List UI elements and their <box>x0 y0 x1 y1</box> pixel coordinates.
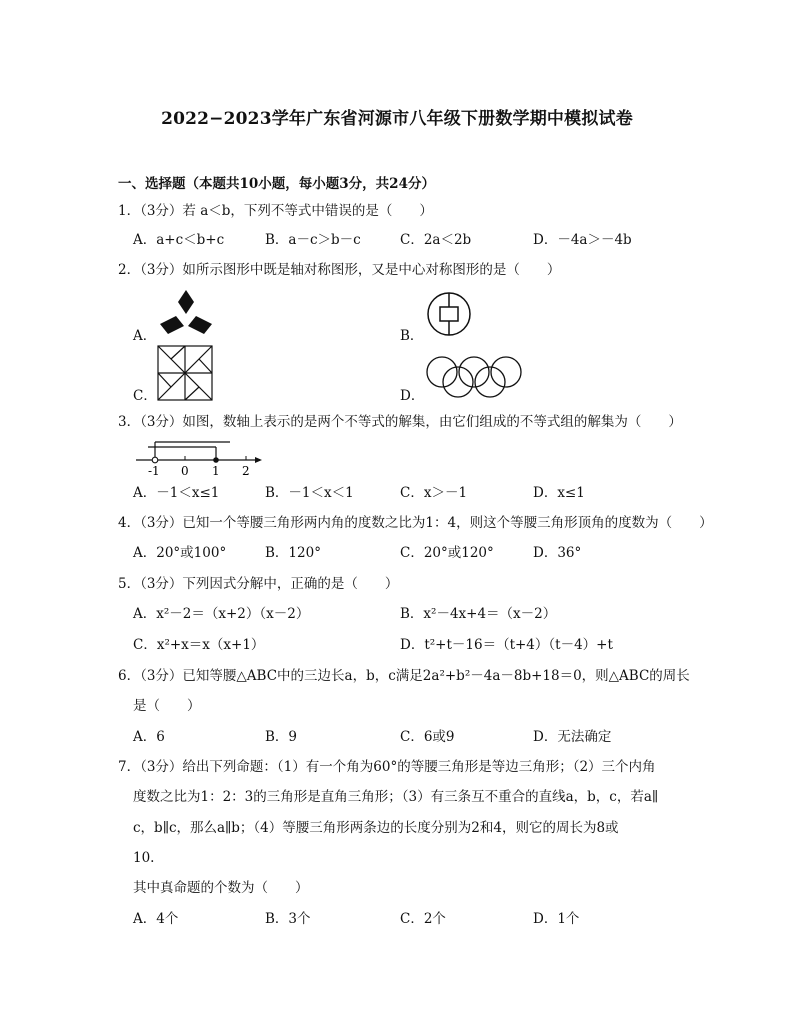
q2-option-b: B． <box>400 328 424 344</box>
q1-option-d: D．－4a＞－4b <box>533 232 632 248</box>
q7-option-b: B．3个 <box>265 911 311 927</box>
question-7-stem-line3: c，b∥c，那么a∥b；（4）等腰三角形两条边的长度分别为2和4，则它的周长为8或 <box>133 820 619 836</box>
question-7-stem-line4: 10. <box>133 850 155 866</box>
q6-option-c: C．6或9 <box>400 729 455 745</box>
q4-option-a: A．20°或100° <box>133 545 227 561</box>
circle-square-figure <box>424 290 474 338</box>
question-3-stem: 3．（3分）如图，数轴上表示的是两个不等式的解集，由它们组成的不等式组的解集为（ ） <box>118 414 682 430</box>
q6-option-b: B．9 <box>265 729 298 745</box>
q5-option-c: C．x²+x＝x（x+1） <box>133 637 265 653</box>
question-2-stem: 2．（3分）如所示图形中既是轴对称图形，又是中心对称图形的是（ ） <box>118 262 561 278</box>
olympic-rings-figure <box>424 354 524 398</box>
page-title: 2022−2023学年广东省河源市八年级下册数学期中模拟试卷 <box>161 109 633 129</box>
q3-option-b: B．－1＜x＜1 <box>265 485 354 501</box>
tick-label-neg1: -1 <box>148 464 160 478</box>
question-4-stem: 4．（3分）已知一个等腰三角形两内角的度数之比为1：4，则这个等腰三角形顶角的度数为（ ） <box>118 515 713 531</box>
number-line-figure <box>132 436 266 480</box>
q7-option-c: C．2个 <box>400 911 446 927</box>
pinwheel-figure <box>156 344 214 402</box>
tick-label-2: 2 <box>242 464 250 478</box>
question-5-stem: 5．（3分）下列因式分解中，正确的是（ ） <box>118 576 399 592</box>
question-7-stem-line5: 其中真命题的个数为（ ） <box>133 880 309 896</box>
q2-option-d: D． <box>400 388 425 404</box>
q5-option-b: B．x²－4x+4＝（x－2） <box>400 606 557 622</box>
q4-option-c: C．20°或120° <box>400 545 494 561</box>
q4-option-b: B．120° <box>265 545 321 561</box>
q7-option-d: D．1个 <box>533 911 580 927</box>
q3-option-c: C．x＞－1 <box>400 485 468 501</box>
question-1-stem: 1．（3分）若 a＜b，下列不等式中错误的是（ ） <box>118 203 433 219</box>
q5-option-a: A．x²－2＝（x+2）（x－2） <box>133 606 310 622</box>
q2-option-c: C． <box>133 388 157 404</box>
q1-option-a: A．a+c＜b+c <box>133 232 225 248</box>
question-6-stem-line2: 是（ ） <box>133 698 201 714</box>
q1-option-b: B．a－c＞b－c <box>265 232 361 248</box>
tick-label-1: 1 <box>212 464 220 478</box>
tick-label-0: 0 <box>181 464 189 478</box>
question-7-stem-line1: 7．（3分）给出下列命题：（1）有一个角为60°的等腰三角形是等边三角形；（2）三个内角 <box>118 759 656 775</box>
section-heading: 一、选择题（本题共10小题，每小题3分，共24分） <box>118 176 435 192</box>
q4-option-d: D．36° <box>533 545 582 561</box>
q3-option-a: A．－1＜x≤1 <box>133 485 220 501</box>
question-7-stem-line2: 度数之比为1：2：3的三角形是直角三角形；（3）有三条互不重合的直线a，b，c，若a∥ <box>133 789 659 805</box>
q3-option-d: D．x≤1 <box>533 485 585 501</box>
q1-option-c: C．2a＜2b <box>400 232 472 248</box>
question-6-stem-line1: 6．（3分）已知等腰△ABC中的三边长a，b，c满足2a²+b²－4a－8b+18＝0，则△ABC的周长 <box>118 668 690 684</box>
q7-option-a: A．4个 <box>133 911 179 927</box>
q5-option-d: D．t²+t－16＝（t+4）（t－4）+t <box>400 637 613 653</box>
three-diamonds-figure <box>158 288 214 336</box>
q6-option-d: D．无法确定 <box>533 729 612 745</box>
q2-option-a: A． <box>133 328 157 344</box>
q6-option-a: A．6 <box>133 729 165 745</box>
